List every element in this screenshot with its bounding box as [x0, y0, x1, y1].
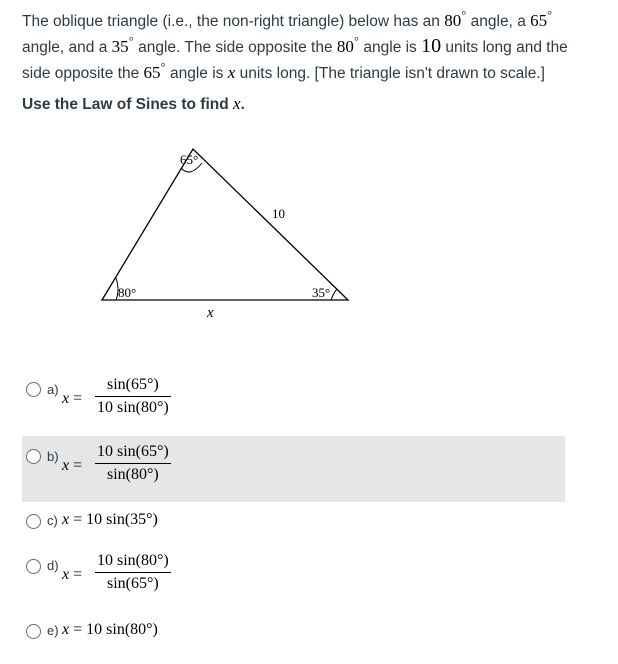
option-e-letter: e)	[47, 623, 59, 638]
option-e[interactable]	[22, 618, 565, 644]
option-d-fraction	[95, 552, 171, 593]
radio-a[interactable]	[26, 382, 41, 397]
angle-65-ref: 65	[143, 63, 161, 83]
option-d-lhs: x =	[62, 566, 83, 583]
option-b-lhs: x =	[62, 457, 83, 474]
side-length-10: 10	[421, 35, 442, 58]
triangle-shape	[102, 149, 348, 300]
option-c-letter: c)	[47, 513, 58, 528]
option-b[interactable]	[22, 436, 565, 502]
option-d-letter: d)	[47, 558, 59, 573]
label-side-right: 10	[272, 206, 285, 221]
instruction: Use the Law of Sines to find x.	[22, 94, 245, 113]
angle-65: 65	[530, 11, 548, 31]
option-a-numerator: sin(65°)	[107, 376, 159, 393]
angle-80: 80	[444, 11, 462, 31]
variable-x: x	[227, 63, 236, 83]
label-angle-top: 65°	[180, 152, 199, 167]
angle-arc-right	[331, 289, 337, 300]
option-b-letter: b)	[47, 449, 59, 464]
angle-80-ref: 80	[336, 37, 354, 57]
option-a-lhs: x =	[62, 390, 83, 407]
option-d[interactable]	[22, 546, 565, 610]
question-prompt: The oblique triangle (i.e., the non-right triangle) below has an 80° angle, a 65° angle, and a 35° angle. The side opposite the 80° angle is 10 units long and the side opposite the 65° angle is x units long. [The triangle isn't drawn to scale.]	[22, 8, 568, 83]
option-b-denominator: sin(80°)	[95, 463, 171, 484]
option-c[interactable]	[22, 508, 565, 534]
option-a-denominator: 10 sin(80°)	[95, 396, 171, 417]
degree-symbol: °	[461, 8, 467, 23]
option-a[interactable]	[22, 368, 565, 432]
radio-b[interactable]	[26, 449, 41, 464]
option-d-denominator: sin(65°)	[95, 572, 171, 593]
option-b-fraction	[95, 443, 171, 484]
option-a-letter: a)	[47, 382, 59, 397]
option-e-expression: x = 10 sin(80°)	[62, 621, 158, 638]
option-a-fraction	[95, 376, 171, 417]
option-b-numerator: 10 sin(65°)	[97, 443, 169, 460]
radio-d[interactable]	[26, 559, 41, 574]
option-d-numerator: 10 sin(80°)	[97, 552, 169, 569]
label-angle-right: 35°	[312, 285, 331, 300]
radio-c[interactable]	[26, 514, 41, 529]
option-c-expression: x = 10 sin(35°)	[62, 511, 158, 528]
radio-e[interactable]	[26, 624, 41, 639]
label-side-bottom: x	[207, 305, 214, 321]
angle-35: 35	[111, 37, 129, 57]
label-angle-left: 80°	[118, 285, 137, 300]
